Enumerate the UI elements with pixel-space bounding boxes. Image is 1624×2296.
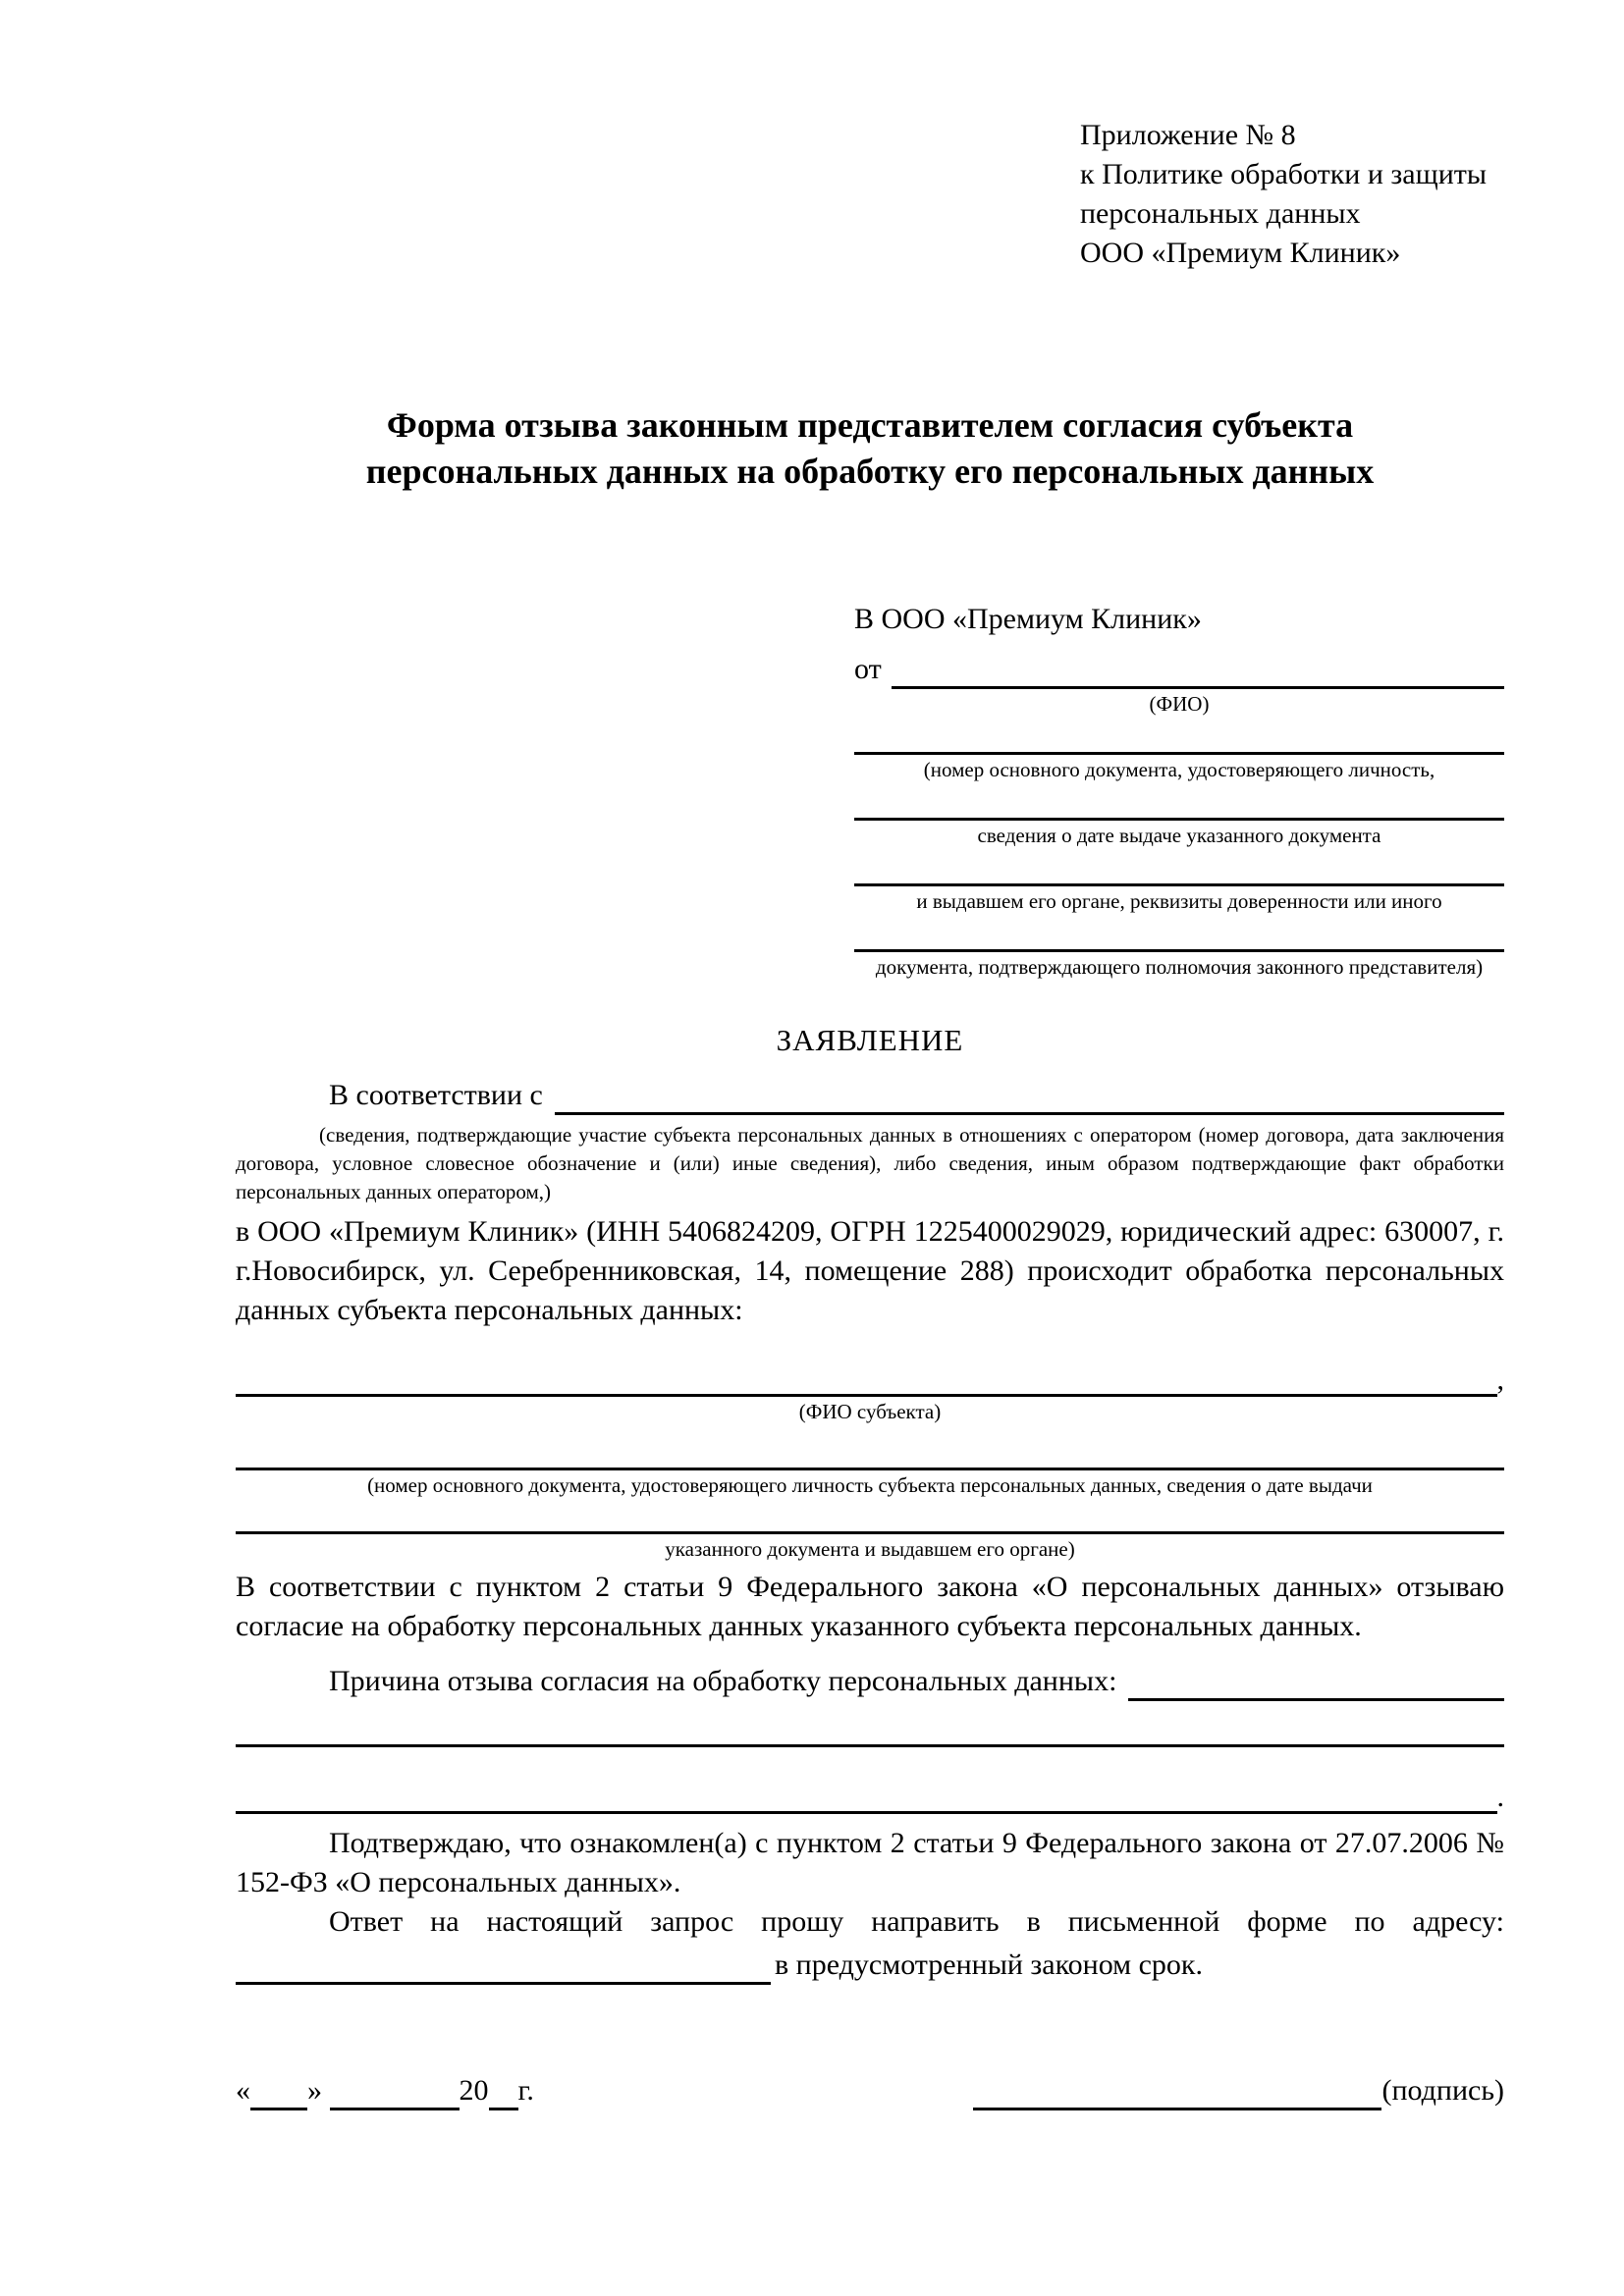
appendix-note-line: Приложение № 8 [1080, 119, 1296, 151]
appendix-note-line: к Политике обработки и защиты [1080, 158, 1488, 190]
in-accordance-label: В соответствии с [329, 1079, 543, 1111]
subject-fio-caption: (ФИО субъекта) [798, 1400, 942, 1423]
blank-line-representative-fio [892, 656, 1504, 689]
blank-line-basis [555, 1082, 1504, 1115]
blank-line-subject-document-2 [236, 1531, 1504, 1534]
blank-line-reason-1 [236, 1744, 1504, 1747]
reply-tail-text: в предусмотренный законом срок. [775, 1949, 1203, 1981]
date-signature-row [236, 2067, 1504, 2110]
withdrawal-paragraph: В соответствии с пунктом 2 статьи 9 Федерального закона «О персональных данных» отзываю согласие на обработку персональных данных указанного субъекта персональных данных. [236, 1571, 1504, 1642]
fio-caption: (ФИО) [1149, 692, 1210, 716]
year-prefix: 20 [459, 2074, 489, 2107]
blank-day [250, 2081, 307, 2110]
issuing-authority-caption: и выдавшем его органе, реквизиты доверенности или иного [916, 889, 1442, 913]
quote-open: « [236, 2074, 250, 2107]
subject-document-caption-top: (номер основного документа, удостоверяющего личность субъекта персональных данных, сведения о дате выдачи [367, 1473, 1373, 1497]
appendix-note-line: персональных данных [1080, 197, 1361, 230]
blank-line-document-number [854, 752, 1504, 755]
power-of-attorney-caption: документа, подтверждающего полномочия законного представителя) [875, 955, 1484, 979]
blank-line-power-of-attorney [854, 949, 1504, 952]
document-title: Форма отзыва законным представителем согласия субъекта персональных данных на обработку его персональных данных [365, 405, 1375, 491]
date-part [236, 2067, 534, 2110]
period-after-line: . [1496, 1781, 1504, 1813]
addressee-to: В ООО «Премиум Клиник» [854, 603, 1202, 635]
confirmation-paragraph: Подтверждаю, что ознакомлен(а) с пунктом 2 статьи 9 Федерального закона от 27.07.2006 № 152-ФЗ «О персональных данных». [236, 1827, 1504, 1898]
blank-line-signature [973, 2081, 1381, 2110]
signature-caption: (подпись) [1381, 2074, 1504, 2107]
quote-close: » [307, 2074, 322, 2107]
blank-line-reason-2 [236, 1781, 1497, 1814]
subject-document-caption-bottom: указанного документа и выдавшем его органе) [665, 1537, 1075, 1561]
subject-fio-row [236, 1363, 1504, 1397]
operator-paragraph: в ООО «Премиум Клиник» (ИНН 5406824209, ОГРН 1225400029029, юридический адрес: 630007, г. г.Новосибирск, ул. Серебренниковская, 14, помещение 288) происходит обработка персональных данных субъекта персональных данных: [236, 1215, 1504, 1326]
document-number-caption: (номер основного документа, удостоверяющего личность, [923, 758, 1435, 781]
basis-caption: (сведения, подтверждающие участие субъекта персональных данных в отношениях с оператором (номер договора, дата заключения договора, условное словесное обозначение и (или) иные сведения), либо сведения, иным образом подтверждающие факт обработки персональных данных оператором,) [236, 1123, 1504, 1203]
appendix-note-line: ООО «Премиум Клиник» [1080, 237, 1401, 269]
signature-part [973, 2067, 1504, 2110]
reply-address-row [236, 1942, 1504, 1985]
statement-heading: ЗАЯВЛЕНИЕ [776, 1023, 964, 1057]
blank-line-reason-short [1128, 1668, 1504, 1701]
blank-line-issuing-authority [854, 883, 1504, 886]
from-row [854, 648, 1504, 689]
year-suffix: г. [517, 2074, 534, 2107]
from-label: от [854, 653, 882, 685]
blank-line-subject-fio [236, 1363, 1497, 1397]
blank-line-subject-document [236, 1468, 1504, 1470]
reason-label: Причина отзыва согласия на обработку персональных данных: [329, 1665, 1117, 1697]
blank-year [489, 2081, 518, 2110]
blank-line-reply-address [236, 1951, 771, 1985]
in-accordance-row [236, 1072, 1504, 1115]
reason-row [236, 1658, 1504, 1701]
issue-date-caption: сведения о дате выдаче указанного документа [977, 824, 1381, 847]
reason-line-2-row [236, 1781, 1504, 1814]
blank-line-issue-date [854, 818, 1504, 821]
blank-month [330, 2081, 460, 2110]
comma-after-line: , [1496, 1363, 1504, 1396]
addressee-block [854, 599, 1504, 980]
appendix-note [1080, 116, 1504, 273]
reply-request-paragraph: Ответ на настоящий запрос прошу направить в письменной форме по адресу: [329, 1905, 1504, 1938]
